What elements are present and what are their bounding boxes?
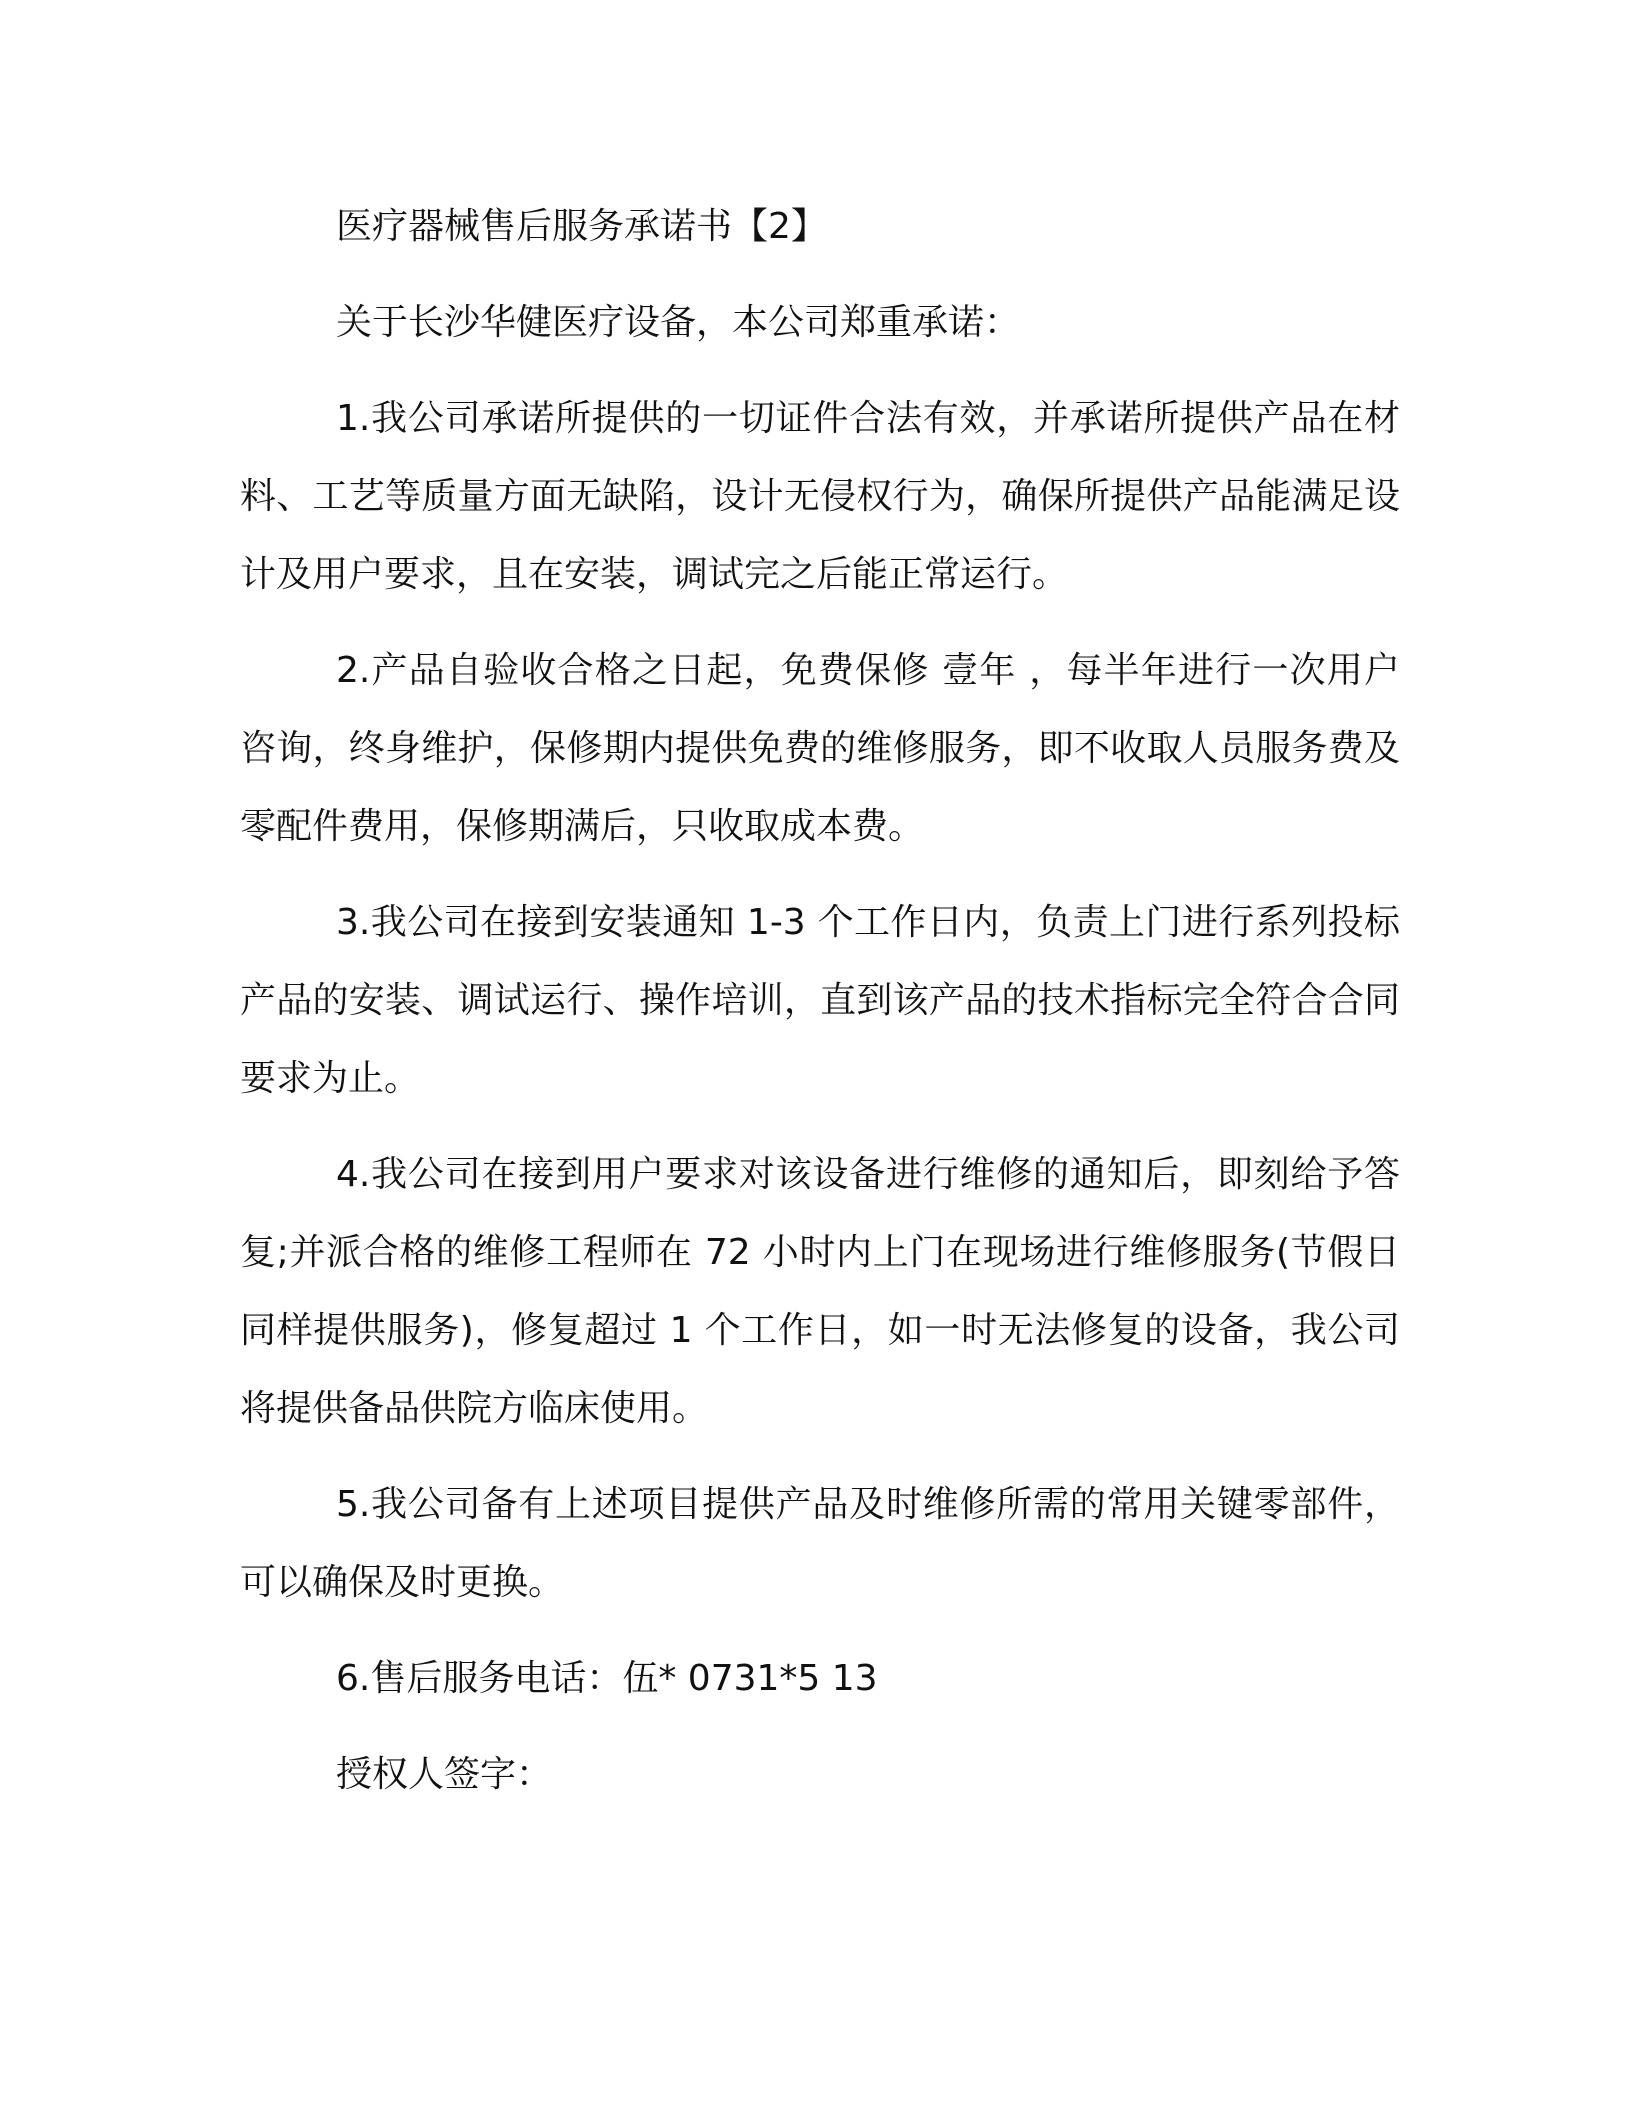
commitment-item-4: 4.我公司在接到用户要求对该设备进行维修的通知后，即刻给予答复;并派合格的维修工程师在 72 小时内上门在现场进行维修服务(节假日同样提供服务)，修复超过 1 个工作日，如一时无法修复的设备，我公司将提供备品供院方临床使用。 — [240, 1154, 1400, 1429]
commitment-item-1: 1.我公司承诺所提供的一切证件合法有效，并承诺所提供产品在材料、工艺等质量方面无缺陷，设计无侵权行为，确保所提供产品能满足设计及用户要求，且在安装，调试完之后能正常运行。 — [240, 398, 1400, 595]
document-body — [240, 188, 1400, 1814]
commitment-item-2: 2.产品自验收合格之日起，免费保修 壹年 ，每半年进行一次用户咨询，终身维护，保修期内提供免费的维修服务，即不收取人员服务费及零配件费用，保修期满后，只收取成本费。 — [240, 650, 1400, 847]
commitment-item-3: 3.我公司在接到安装通知 1-3 个工作日内，负责上门进行系列投标产品的安装、调试运行、操作培训，直到该产品的技术指标完全符合合同要求为止。 — [240, 902, 1400, 1099]
signature-label: 授权人签字： — [336, 1754, 553, 1795]
intro-paragraph: 关于长沙华健医疗设备，本公司郑重承诺： — [336, 302, 1021, 343]
document-title: 医疗器械售后服务承诺书【2】 — [336, 206, 827, 247]
service-phone-line: 6.售后服务电话：伍* 0731*5 13 — [336, 1658, 878, 1699]
commitment-item-5: 5.我公司备有上述项目提供产品及时维修所需的常用关键零部件，可以确保及时更换。 — [240, 1484, 1400, 1603]
